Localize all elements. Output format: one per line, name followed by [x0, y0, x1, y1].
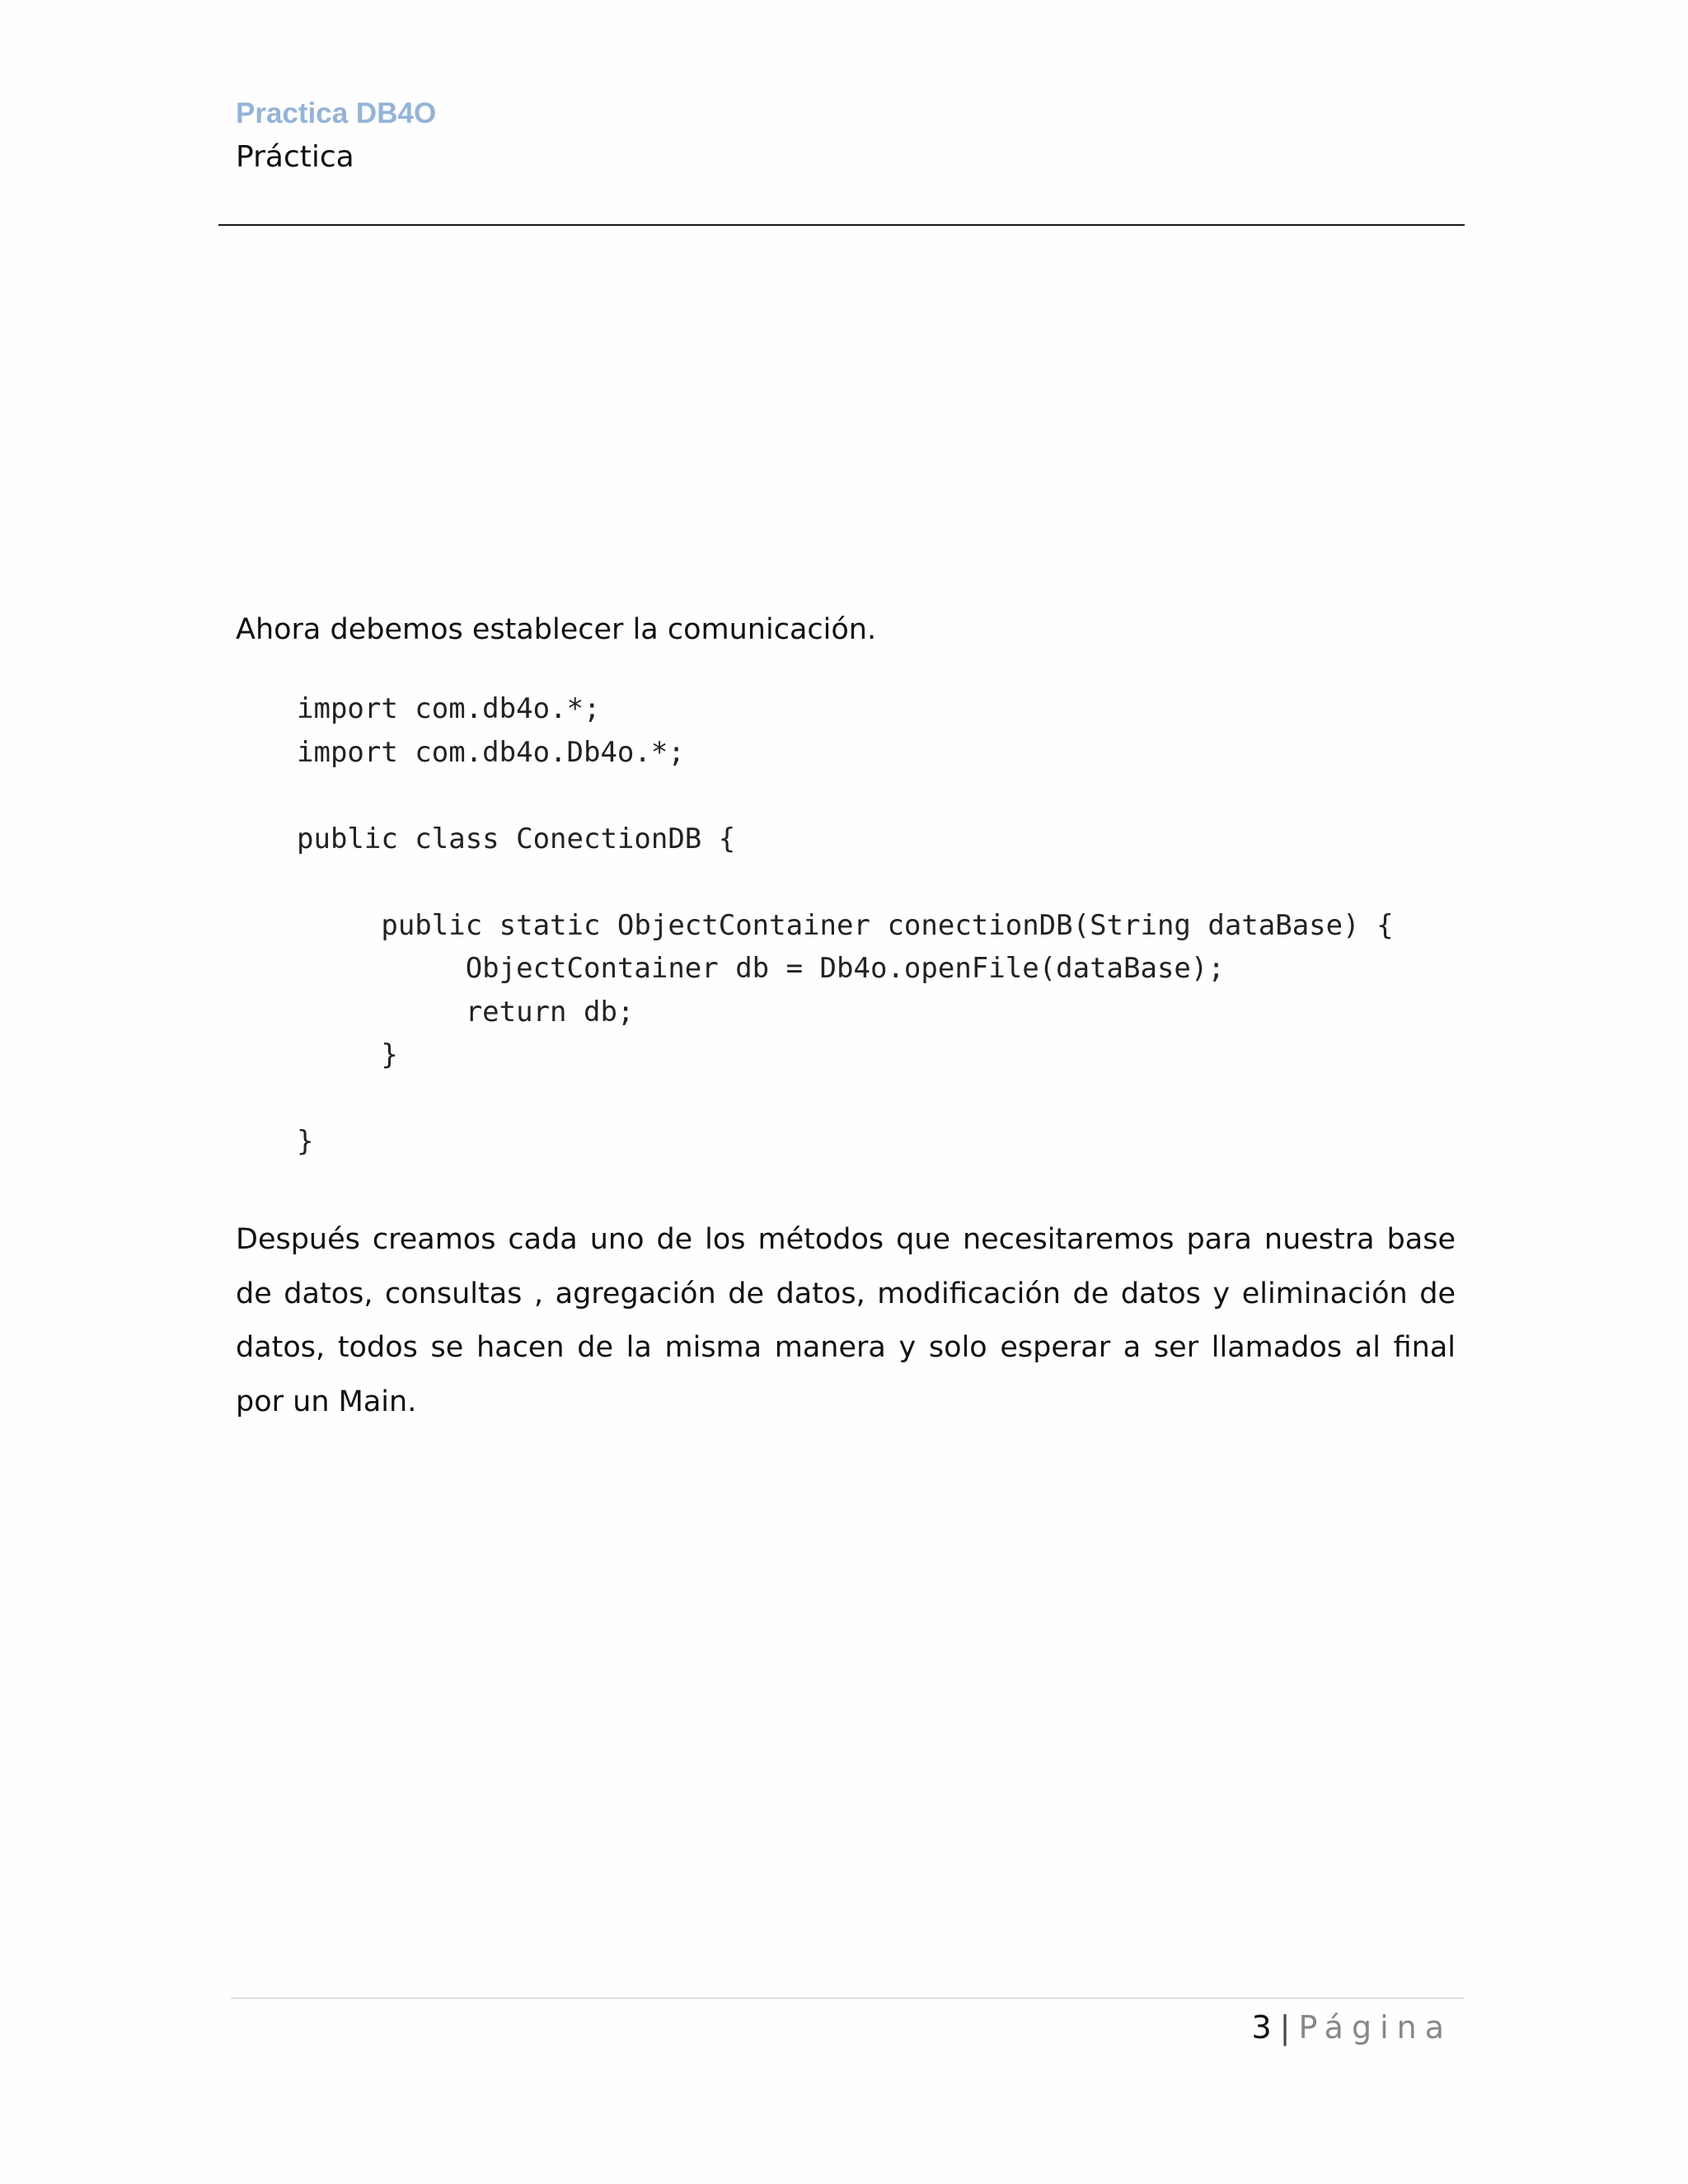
- page-separator: |: [1279, 2009, 1291, 2046]
- code-line: import com.db4o.*;: [297, 692, 601, 725]
- header-section-title: Práctica: [236, 140, 354, 174]
- page-number: 3: [1251, 2009, 1272, 2046]
- footer-page-indicator: [1251, 2009, 1452, 2046]
- code-line: }: [297, 1125, 314, 1158]
- footer-divider: [231, 1998, 1464, 1999]
- header-divider: [218, 224, 1465, 226]
- code-line: return db;: [297, 995, 635, 1029]
- page-label: Página: [1298, 2009, 1452, 2046]
- intro-paragraph: Ahora debemos establecer la comunicación.: [236, 613, 877, 646]
- code-line: public static ObjectContainer conectionDB(String dataBase) {: [297, 908, 1394, 942]
- code-line: }: [297, 1038, 398, 1071]
- code-line: import com.db4o.Db4o.*;: [297, 735, 685, 769]
- code-block: [297, 687, 1394, 1164]
- code-line: public class ConectionDB {: [297, 822, 736, 855]
- code-line: ObjectContainer db = Db4o.openFile(dataBase);: [297, 952, 1225, 985]
- body-paragraph: Después creamos cada uno de los métodos que necesitaremos para nuestra base de datos, consultas , agregación de datos, modificación de datos y eliminación de datos, todos se hacen de la misma manera y solo esperar a ser llamados al final por un Main.: [236, 1223, 1456, 1418]
- header-document-title: Practica DB4O: [236, 97, 437, 129]
